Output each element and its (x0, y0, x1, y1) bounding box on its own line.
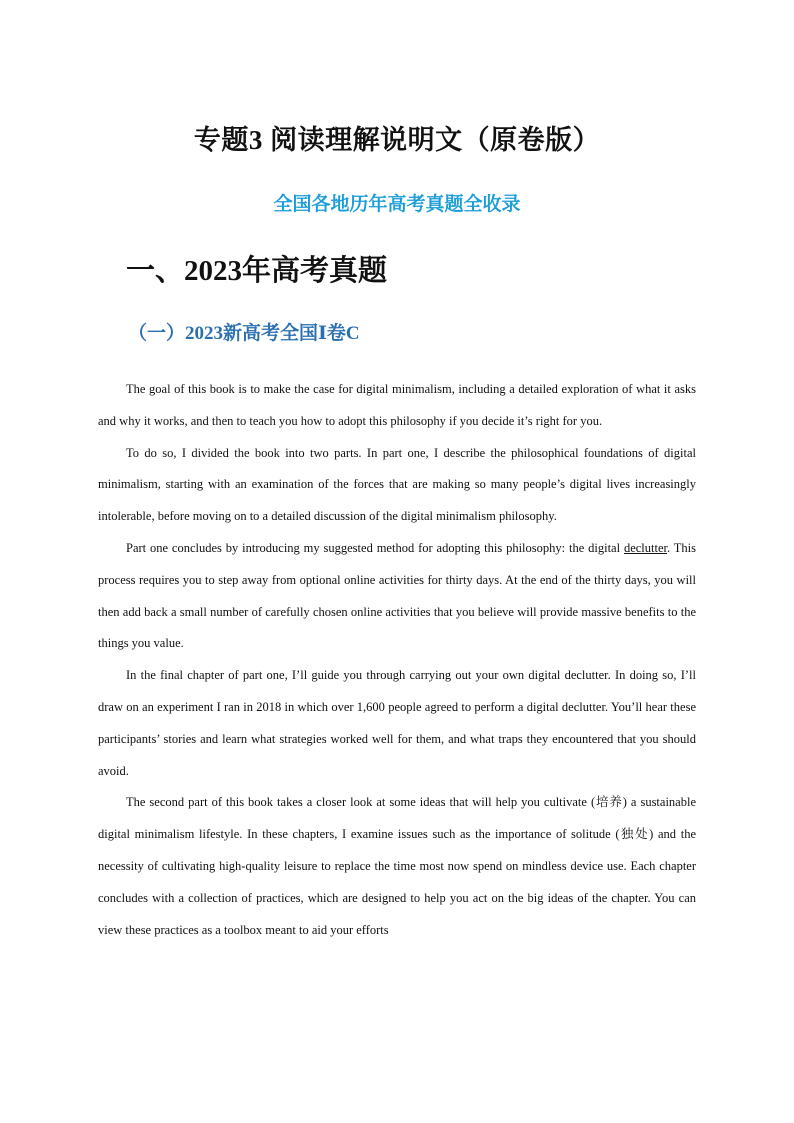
section-heading: 一、2023年高考真题 (126, 255, 388, 287)
underlined-word-declutter: declutter (623, 540, 667, 555)
paragraph-2: To do so, I divided the book into two parts. In part one, I describe the philosophical foundations of digital minimalism, starting with an examination of the forces that are making so many people’s digital lives increasingly intolerable, before moving on to a detailed discussion of the digital minimalism philosophy. (98, 445, 696, 524)
sub-heading: （一）2023新高考全国Ⅰ卷C (128, 323, 360, 344)
document-subtitle: 全国各地历年高考真题全收录 (273, 194, 521, 215)
paragraph-3-start: Part one concludes by introducing my suggested method for adopting this philosophy: the digital (126, 540, 624, 555)
paragraph-1: The goal of this book is to make the case for digital minimalism, including a detailed exploration of what it asks and why it works, and then to teach you how to adopt this philosophy if you decide it’s right for you. (98, 382, 696, 428)
paragraph-5: The second part of this book takes a closer look at some ideas that will help you cultivate (培养) a sustainable digital minimalism lifestyle. In these chapters, I examine issues such as the importance of solitude (独处) and the necessity of cultivating high-quality leisure to replace the time most now spend on mindless device use. Each chapter concludes with a collection of practices, which are designed to help you act on the big ideas of the chapter. You can view these practices as a toolbox meant to aid your efforts (98, 795, 696, 937)
paragraph-3 (98, 533, 696, 660)
passage-body (98, 374, 696, 946)
paragraph-4: In the final chapter of part one, I’ll guide you through carrying out your own digital declutter. In doing so, I’ll draw on an experiment I ran in 2018 in which over 1,600 people agreed to perform a digital declutter. You’ll hear these participants’ stories and learn what strategies worked well for them, and what traps they encountered that you should avoid. (98, 668, 696, 778)
document-title: 专题3 阅读理解说明文（原卷版） (193, 125, 601, 155)
paragraph-3-end: . This process requires you to step away from optional online activities for thirty days. At the end of the thirty days, you will then add back a small number of carefully chosen online activities that you believe will provide massive benefits to the things you value. (98, 540, 696, 651)
